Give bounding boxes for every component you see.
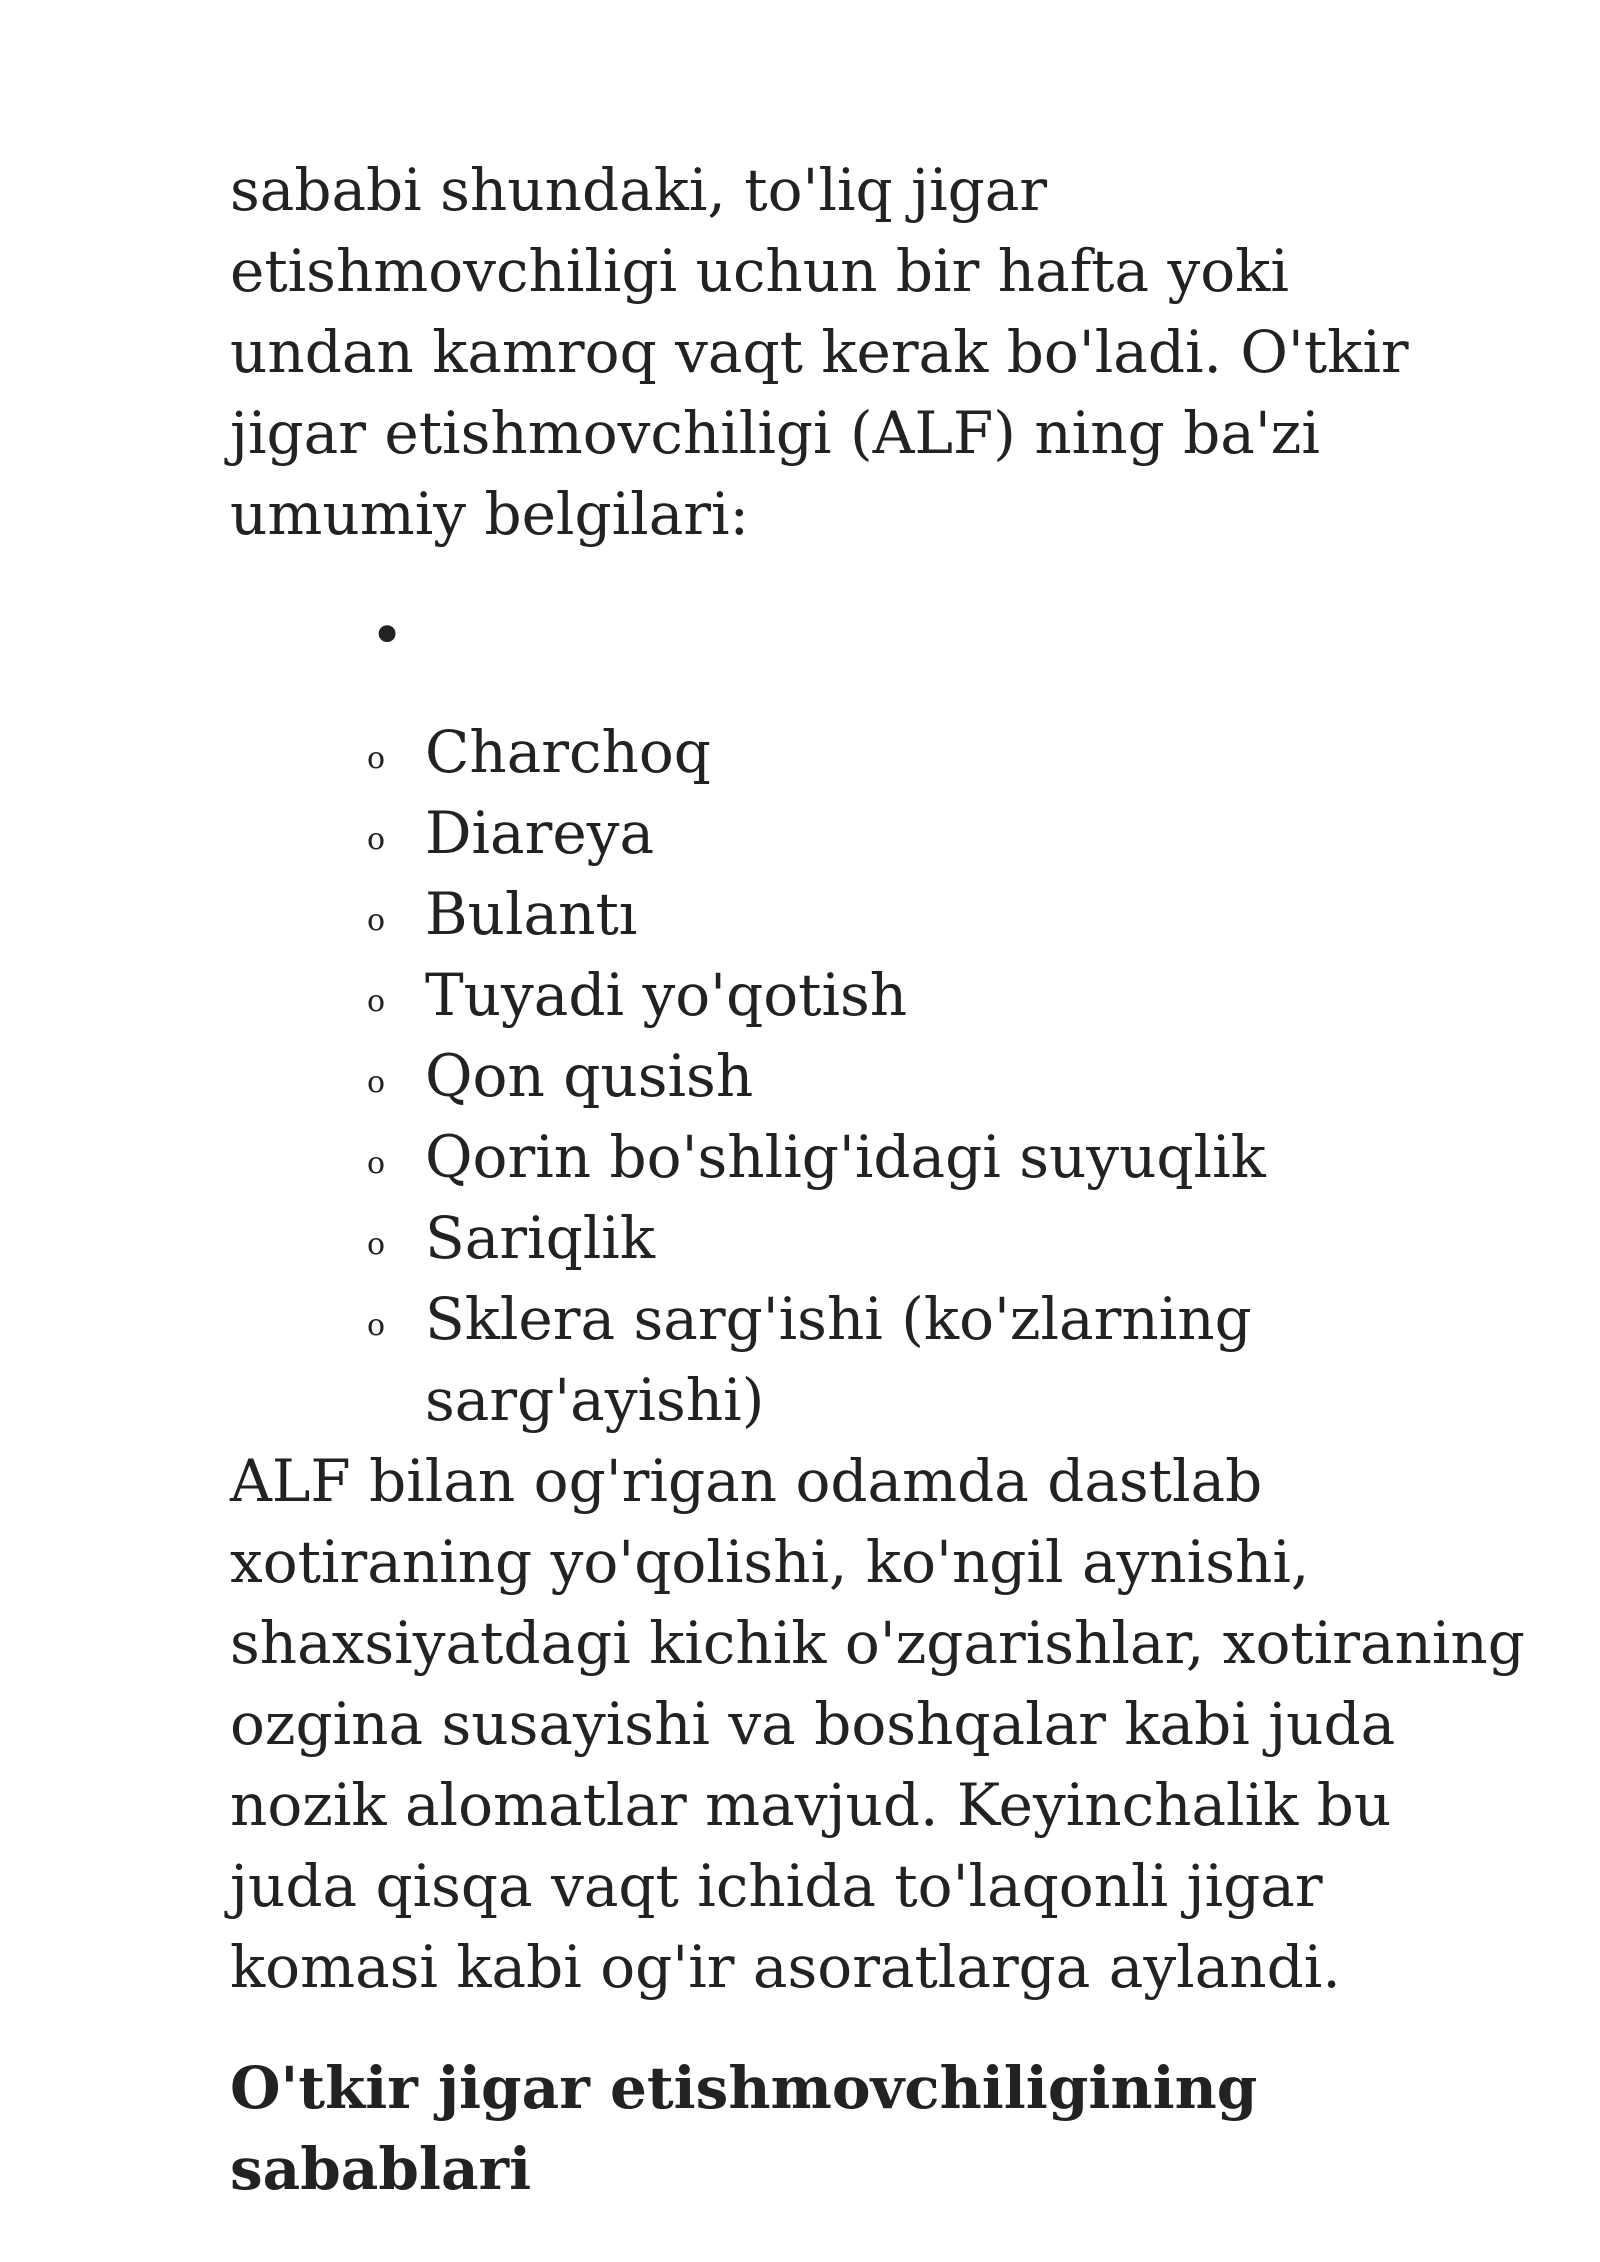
symptom-text: Diareya	[425, 799, 655, 867]
sub-bullet-marker: o	[367, 741, 386, 776]
symptom-text: Charchoq	[425, 718, 711, 786]
bullet-marker: •	[370, 601, 405, 669]
symptom-text: Sariqlik	[425, 1204, 655, 1272]
symptom-text: Qorin bo'shlig'idagi suyuqlik	[425, 1123, 1266, 1191]
sub-bullet-marker: o	[367, 984, 386, 1019]
intro-paragraph: sababi shundaki, to'liq jigar etishmovchiligi uchun bir hafta yoki undan kamroq vaqt kerak bo'ladi. O'tkir jigar etishmovchiligi (ALF) ning ba'zi umumiy belgilari:	[230, 156, 1409, 548]
symptom-item	[367, 955, 1530, 1036]
sub-bullet-marker: o	[367, 1308, 386, 1343]
sub-bullet-marker: o	[367, 1065, 386, 1100]
symptom-item	[367, 1117, 1530, 1198]
symptom-item	[367, 1279, 1530, 1441]
symptom-item	[367, 874, 1530, 955]
symptom-item	[367, 1036, 1530, 1117]
symptom-item	[367, 793, 1530, 874]
symptom-text: Qon qusish	[425, 1042, 754, 1110]
empty-bullet-item	[230, 595, 1530, 676]
section-heading: O'tkir jigar etishmovchiligining sabablari	[230, 2054, 1258, 2203]
sub-bullet-marker: o	[367, 822, 386, 857]
sub-bullet-marker: o	[367, 1146, 386, 1181]
symptom-text: Sklera sarg'ishi (ko'zlarning sarg'ayishi)	[425, 1285, 1252, 1434]
symptoms-list	[230, 712, 1530, 1441]
document-page	[230, 150, 1530, 2210]
symptom-text: Bulantı	[425, 880, 638, 948]
symptom-text: Tuyadi yo'qotish	[425, 961, 908, 1029]
description-paragraph: ALF bilan og'rigan odamda dastlab xotiraning yo'qolishi, ko'ngil aynishi, shaxsiyatdagi kichik o'zgarishlar, xotiraning ozgina susayishi va boshqalar kabi juda nozik alomatlar mavjud. Keyinchalik bu juda qisqa vaqt ichida to'laqonli jigar komasi kabi og'ir asoratlarga aylandi.	[230, 1447, 1525, 2001]
sub-bullet-marker: o	[367, 1227, 386, 1262]
symptom-item	[367, 712, 1530, 793]
symptom-item	[367, 1198, 1530, 1279]
sub-bullet-marker: o	[367, 903, 386, 938]
